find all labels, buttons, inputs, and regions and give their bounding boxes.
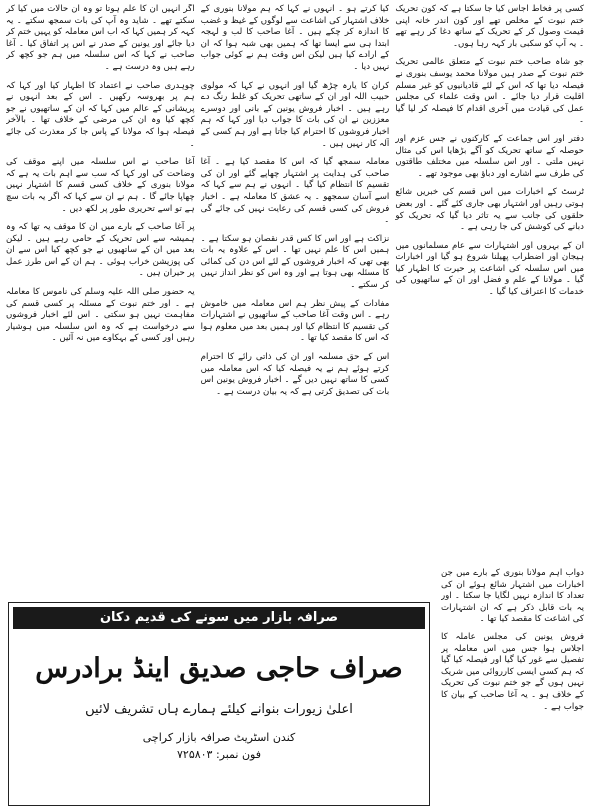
article-column-4 [441, 568, 584, 806]
article-paragraph: چوہدری صاحب نے اعتماد کا اظہار کیا اور کہا کہ ہم پر بھروسہ رکھیں ۔ اس کے بعد انہوں نے پریشانی کے عالم میں کہا کہ ان کے ساتھیوں نے جو کچھ کیا وہ ان کی مرضی کے خلاف تھا ۔ بالآخر فیصلہ ہوا کہ مولانا کے پاس جا کر معذرت کی جائے ۔ [5, 80, 195, 149]
article-paragraph: کسی پر فخاط اجاس کیا جا سکتا ہے کہ کون تحریک ختم نبوت کے مخلص تھے اور کون اندر خانہ اپنی قیمت وصول کر کے تحریک کے ساتھ دغا کر رہے تھے ۔ یہ آپ کو سکبی بار کہہ رہا ہوں۔ [395, 4, 584, 49]
article-paragraph: نزاکت ہے اور اس کا کس قدر نقصان ہو سکتا ہے ۔ ہمیں اس کا علم نہیں تھا ۔ اس کے علاوہ یہ بات بھی تھی کہ اخبار فروشوں کے لئے اس دن کی کمائی کا مسئلہ بھی ہوتا ہے اور وہ اس کو نظر انداز نہیں کر سکتے ۔ [200, 233, 390, 291]
article-paragraph: کیا کرتے ہو ۔ انہوں نے کہا کہ ہم مولانا بنوری کے خلاف اشتہار کی اشاعت سے لوگوں کے غیظ و غضب کا اندازہ کر چکے ہیں ۔ آغا صاحب کا لب و لہجہ ابتدا ہی سے ایسا تھا کہ ہمیں بھی شبہ ہوا کہ ان کے ارادے کیا ہیں لیکن اس وقت ہم نے کوئی جواب نہیں دیا ۔ [200, 4, 390, 72]
ad-title: صراف حاجی صدیق اینڈ برادرس [35, 653, 403, 684]
ad-subtitle: اعلیٰ زیورات بنوانے کیلئے ہمارے ہاں تشریف لائیں [85, 702, 353, 717]
article-paragraph: مفادات کے پیش نظر ہم اس معاملہ میں خاموش رہے ۔ اس وقت آغا صاحب کے ساتھیوں نے اشتہارات کی تقسیم کا انتظام کیا اور ہمیں بعد میں معلوم ہوا کہ اس کا مقصد کیا تھا ۔ [200, 298, 390, 344]
article-paragraph: کران کا یارہ چڑھ گیا اور انہوں نے کہا کہ مولوی حبیب اللہ اور ان کے ساتھی تحریک کو غلط رنگ دے رہے ہیں ۔ اخبار فروش یونین کے بانی اور دوسرے معززین نے ان کی بات کا جواب دیا اور کہا کہ ہم اخبار فروشوں کا احترام کیا جاتا ہے اور ہم کسی کے آلہ کار نہیں ہیں ۔ [200, 80, 390, 149]
article-paragraph: معاملہ سمجھ گیا کہ اس کا مقصد کیا ہے ۔ آغا صاحب کی ہدایت پر اشتہار چھاپے گئے اور ان کی تقسیم کا انتظام کیا گیا ۔ انہوں نے ہم سے کہا کہ اسے آسان سمجھو ۔ یہ عشق کا معاملہ ہے ۔ اخبار فروش کی کسی قسم کی رعایت نہیں کی جائے گی ۔ [200, 157, 390, 226]
article-paragraph: پر آغا صاحب کے بارے میں ان کا موقف یہ تھا کہ وہ ہمیشہ سے اس تحریک کے حامی رہے ہیں ۔ لیکن بعد میں ان کے ساتھیوں نے جو کچھ کیا اس سے ان کی پوزیشن خراب ہوئی ۔ ہم ان کے اس طرز عمل پر حیران ہیں ۔ [5, 222, 195, 279]
article-columns [6, 4, 584, 564]
ad-phone-number: ۷۲۵۸۰۳ [177, 748, 213, 761]
article-paragraph: یہ حضور صلی اللہ علیہ وسلم کی ناموس کا معاملہ ہے ۔ اور ختم نبوت کے مسئلہ پر کسی قسم کی مفاہمت نہیں ہو سکتی ۔ اس لئے اخبار فروشوں سے درخواست ہے کہ وہ اس سلسلہ میں ہوشیار رہیں اور کسی کے بہکاوے میں نہ آئیں ۔ [5, 287, 195, 344]
ad-phone [13, 747, 425, 763]
jeweller-advertisement [8, 602, 430, 806]
article-paragraph: اس کے حق مسلمہ اور ان کی ذاتی رائے کا احترام کرتے ہوئے ہم نے یہ فیصلہ کیا کہ اس معاملہ میں کسی کا ساتھ نہیں دیں گے ۔ اخبار فروش یونین اس بات کی تصدیق کرتی ہے کہ یہ بیان درست ہے ۔ [200, 352, 390, 397]
article-column-3 [6, 4, 195, 564]
article-paragraph: ان کے بہروں اور اشتہارات سے عام مسلمانوں میں ہیجان اور اضطراب پھیلنا شروع ہو گیا اور اخبارات میں اس سلسلہ کی اشاعت پر حیرت کا اظہار کیا گیا ۔ مولانا کے علم و فضل اور ان کے ساتھیوں کی خدمات کا اعتراف کیا گیا ۔ [395, 240, 584, 298]
article-column-1 [395, 4, 584, 564]
article-column-2 [201, 4, 390, 564]
ad-banner: صرافہ بازار میں سونے کی قدیم دکان [13, 607, 425, 629]
ad-phone-label: فون نمبر: [215, 748, 261, 761]
article-paragraph: آغا صاحب نے اس سلسلہ میں اپنے موقف کی وضاحت کی اور کہا کہ سب سے اہم بات یہ ہے کہ مولانا بنوری کے خلاف کسی قسم کا اشتہار نہیں چھاپا جائے گا ۔ ہم نے ان سے کہا کہ اگر یہ بات سچ ہے تو اسے تحریری طور پر لکھ دیں ۔ [5, 157, 195, 214]
article-paragraph: فروش یونین کی مجلس عاملہ کا اجلاس ہوا جس میں اس معاملہ پر تفصیل سے غور کیا گیا اور فیصلہ کیا گیا کہ ہم کسی ایسی کارروائی میں شریک نہیں ہوں گے جو ختم نبوت کی تحریک کے خلاف ہو ۔ یہ آغا صاحب کے بیان کا جواب ہے ۔ [441, 631, 584, 712]
article-paragraph: جو شاہ صاحب ختم نبوت کے متعلق عالمی تحریک ختم نبوت کے صدر ہیں مولانا محمد یوسف بنوری نے فیصلہ دیا تھا کہ اس کے لئے قادیانیوں کو غیر مسلم اقلیت قرار دیا جائے ۔ اس وقت علماء کی مجلس عمل کی قیادت میں آخری اقدام کا فیصلہ کر لیا گیا ۔ [395, 57, 584, 126]
article-paragraph: دفتر اور اس جماعت کے کارکنوں نے جس عزم اور حوصلہ کے ساتھ تحریک کو آگے بڑھایا اس کی مثال نہیں ملتی ۔ اور اس سلسلہ میں مختلف طاقتوں کی طرف سے اشارے اور دباؤ بھی موجود تھے ۔ [395, 133, 584, 179]
article-paragraph: دواب اہم مولانا بنوری کے بارے میں جن اخبارات میں اشتہار شائع ہوئے ان کی تعداد کا اندازہ نہیں لگایا جا سکتا ۔ اور یہ بات قابل ذکر ہے کہ ان اشتہارات کی اشاعت کا مقصد کیا تھا ۔ [441, 568, 584, 625]
article-paragraph: ٹرسٹ کے اخبارات میں اس قسم کی خبریں شائع ہوتی رہیں اور اشتہار بھی جاری کئے گئے ۔ اور بعض حلقوں کی جانب سے یہ تاثر دیا گیا کہ تحریک کو دبانے کی کوشش کی جا رہی ہے ۔ [395, 187, 584, 233]
article-paragraph: اگر انہیں ان کا علم ہوتا تو وہ ان حالات میں کیا کر سکتے تھے ۔ شاید وہ آپ کی بات سمجھ سکتے ۔ یہ کہہ کر ہمیں کہا کہ اب اس معاملہ کو یہیں ختم کر دیا جائے اور یونین کے صدر نے اس پر اتفاق کیا ۔ آغا صاحب نے کہا کہ اس سلسلہ میں ہم جو کچھ کر رہے ہیں وہ درست ہے ۔ [5, 4, 195, 72]
ad-address: کندن اسٹریٹ صرافہ بازار کراچی [142, 731, 296, 744]
